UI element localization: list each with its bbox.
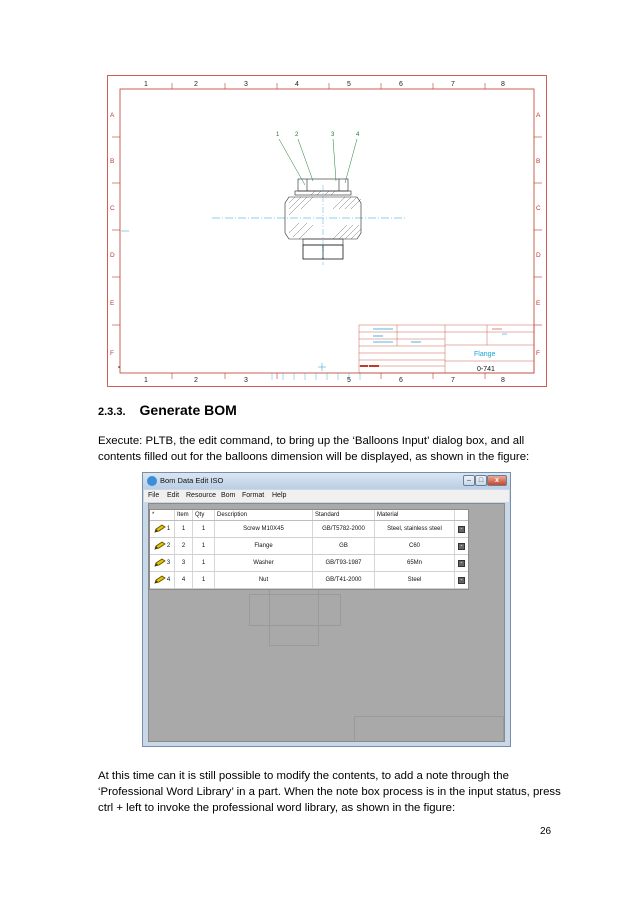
column-number-top: 3 [244, 81, 248, 88]
row-letter-right: A [536, 112, 541, 119]
cad-drawing-figure [107, 75, 547, 387]
material-cell[interactable]: Steel, stainless steel [375, 521, 455, 537]
table-row[interactable] [150, 572, 468, 589]
minimize-button[interactable]: – [463, 475, 475, 486]
dialog-client-area [148, 503, 505, 742]
table-row[interactable] [150, 521, 468, 538]
balloon-number: 2 [295, 132, 299, 138]
description-cell[interactable]: Washer [215, 555, 313, 571]
col-header-standard[interactable]: Standard [313, 510, 375, 520]
item-cell[interactable]: 4 [175, 572, 193, 588]
row-letter-right: E [536, 300, 541, 307]
menu-file[interactable]: File [148, 492, 160, 499]
menu-format[interactable]: Format [242, 492, 265, 499]
row-letter-left: B [110, 158, 115, 165]
menu-bar [144, 490, 509, 502]
column-number-top: 7 [451, 81, 455, 88]
standard-cell[interactable]: GB/T5782-2000 [313, 521, 375, 537]
column-number-top: 1 [144, 81, 148, 88]
column-number-top: 5 [347, 81, 351, 88]
col-header-material[interactable]: Material [375, 510, 455, 520]
column-number-top: 6 [399, 81, 403, 88]
background-title-block-outline [354, 716, 504, 742]
paragraph-word-library: At this time can it is still possible to modify the contents, to add a note through the ‘Professional Word Library’ in a part. When the note box process is in the input status, press ctrl + left to invoke the professional word library, as shown in the figure: [98, 770, 561, 814]
row-number: 3 [166, 560, 171, 566]
section-number: 2.3.3. [98, 406, 126, 418]
row-letter-right: D [536, 252, 541, 259]
dialog-titlebar [143, 473, 510, 489]
row-number: 4 [166, 577, 171, 583]
material-cell[interactable]: 65Mn [375, 555, 455, 571]
row-marker-cell[interactable] [150, 555, 175, 571]
pencil-edit-icon[interactable] [154, 524, 166, 535]
col-header-actions [455, 510, 468, 520]
row-number: 2 [166, 543, 171, 549]
row-marker-cell[interactable] [150, 521, 175, 537]
table-row[interactable] [150, 555, 468, 572]
column-number-top: 2 [194, 81, 198, 88]
standard-cell[interactable]: GB [313, 538, 375, 554]
close-button[interactable]: x [487, 475, 507, 486]
bom-table [149, 509, 469, 590]
item-cell[interactable]: 1 [175, 521, 193, 537]
paragraph-balloons-input: Execute: PLTB, the edit command, to bring up the ‘Balloons Input’ dialog box, and all contents filled out for the balloons dimension will be displayed, as shown in the figure: [98, 435, 530, 463]
row-marker-cell[interactable] [150, 572, 175, 588]
row-expand-button[interactable]: - [458, 560, 465, 567]
col-header-item[interactable]: Item [175, 510, 193, 520]
standard-cell[interactable]: GB/T41-2000 [313, 572, 375, 588]
row-letter-left: F [110, 350, 114, 357]
row-expand-button[interactable]: - [458, 577, 465, 584]
qty-cell[interactable]: 1 [193, 521, 215, 537]
column-number-bottom: 6 [399, 377, 403, 384]
page-number: 26 [540, 826, 552, 837]
app-icon [147, 476, 157, 486]
column-number-bottom: 7 [451, 377, 455, 384]
col-header-qty[interactable]: Qty [193, 510, 215, 520]
row-letter-right: F [536, 350, 540, 357]
cad-drawing-svg [107, 75, 547, 387]
row-marker-cell[interactable] [150, 538, 175, 554]
pencil-edit-icon[interactable] [154, 541, 166, 552]
row-action-cell [455, 538, 468, 554]
row-expand-button[interactable]: - [458, 543, 465, 550]
table-row[interactable] [150, 538, 468, 555]
balloon-number: 3 [331, 132, 335, 138]
menu-resource[interactable]: Resource [186, 492, 216, 499]
title-block-drawing-code: 0-741 [477, 366, 495, 373]
standard-cell[interactable]: GB/T93-1987 [313, 555, 375, 571]
section-heading [98, 402, 237, 418]
outer-frame [108, 76, 547, 387]
description-cell[interactable]: Flange [215, 538, 313, 554]
dialog-title: Bom Data Edit ISO [160, 476, 224, 485]
title-block-part-name: Flange [474, 351, 496, 358]
item-cell[interactable]: 2 [175, 538, 193, 554]
background-drawing-outline [249, 594, 341, 626]
row-letter-left: D [110, 252, 115, 259]
qty-cell[interactable]: 1 [193, 555, 215, 571]
table-body [150, 521, 468, 589]
row-letter-left: A [110, 112, 115, 119]
col-header-marker[interactable]: * [150, 510, 175, 520]
bom-data-edit-dialog [142, 472, 511, 747]
row-action-cell [455, 572, 468, 588]
pencil-edit-icon[interactable] [154, 575, 166, 586]
row-letter-left: C [110, 205, 115, 212]
section-title: Generate BOM [139, 402, 237, 418]
item-cell[interactable]: 3 [175, 555, 193, 571]
pencil-edit-icon[interactable] [154, 558, 166, 569]
row-action-cell [455, 521, 468, 537]
table-header-row [150, 510, 468, 521]
row-action-cell [455, 555, 468, 571]
qty-cell[interactable]: 1 [193, 538, 215, 554]
balloon-number: 1 [276, 132, 280, 138]
row-number: 1 [166, 526, 171, 532]
row-expand-button[interactable]: - [458, 526, 465, 533]
menu-edit[interactable]: Edit [167, 492, 180, 499]
description-cell[interactable]: Nut [215, 572, 313, 588]
column-number-bottom: 8 [501, 377, 505, 384]
column-number-bottom: 3 [244, 377, 248, 384]
small-marker [118, 366, 120, 368]
row-letter-right: B [536, 158, 541, 165]
column-number-top: 4 [295, 81, 299, 88]
column-number-top: 8 [501, 81, 505, 88]
menu-bom[interactable]: Bom [221, 492, 236, 499]
maximize-button[interactable]: □ [475, 475, 487, 486]
material-cell[interactable]: Steel [375, 572, 455, 588]
description-cell[interactable]: Screw M10X45 [215, 521, 313, 537]
column-number-bottom: 1 [144, 377, 148, 384]
row-letter-right: C [536, 205, 541, 212]
column-number-bottom: 5 [347, 377, 351, 384]
material-cell[interactable]: C60 [375, 538, 455, 554]
col-header-description[interactable]: Description [215, 510, 313, 520]
row-letter-left: E [110, 300, 115, 307]
qty-cell[interactable]: 1 [193, 572, 215, 588]
balloon-number: 4 [356, 132, 360, 138]
column-number-bottom: 2 [194, 377, 198, 384]
menu-help[interactable]: Help [272, 492, 287, 499]
